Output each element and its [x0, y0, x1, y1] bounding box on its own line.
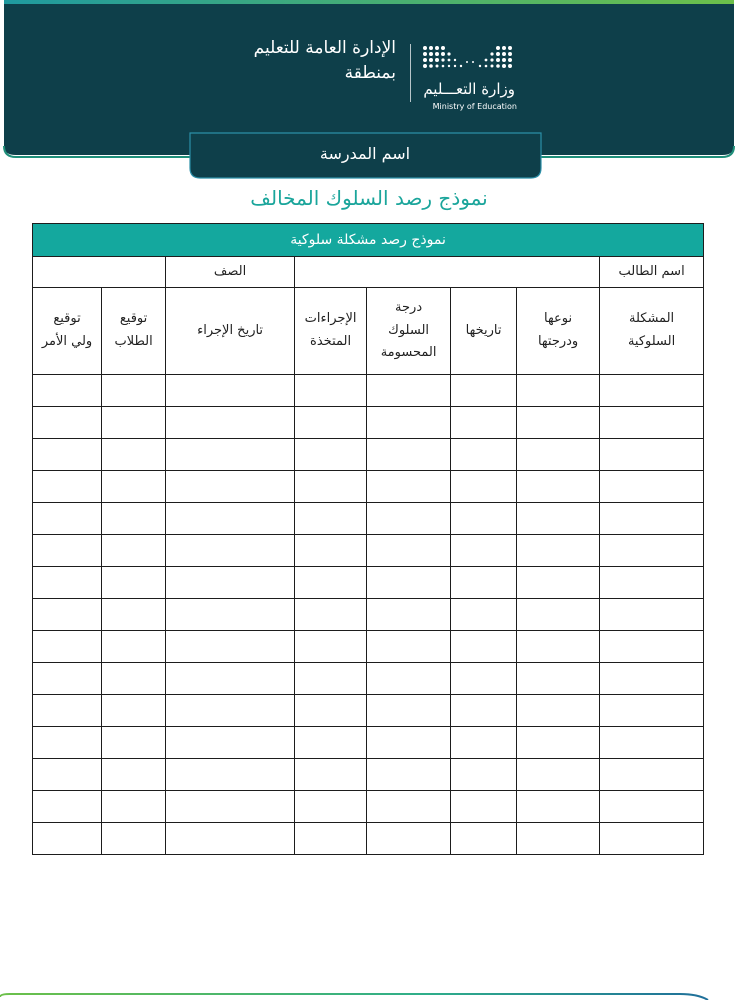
table-cell[interactable]	[166, 567, 295, 599]
table-cell[interactable]	[367, 439, 451, 471]
column-header-line: تاريخ الإجراء	[197, 322, 264, 338]
logo-divider	[410, 44, 411, 102]
admin-line-1: الإدارة العامة للتعليم	[253, 38, 396, 58]
table-cell[interactable]	[33, 567, 102, 599]
table-cell[interactable]	[33, 439, 102, 471]
table-cell[interactable]	[33, 823, 102, 855]
table-cell[interactable]	[517, 599, 600, 631]
table-cell[interactable]	[33, 503, 102, 535]
table-cell[interactable]	[600, 663, 704, 695]
column-header-line: الطلاب	[114, 334, 153, 349]
table-cell[interactable]	[33, 791, 102, 823]
table-cell[interactable]	[451, 695, 517, 727]
table-cell[interactable]	[451, 727, 517, 759]
table-cell[interactable]	[295, 631, 367, 663]
column-header-line: السلوك	[388, 322, 430, 338]
admin-line-2: بمنطقة	[344, 63, 396, 83]
table-row	[33, 535, 704, 567]
table-cell[interactable]	[102, 407, 166, 439]
table-cell[interactable]	[295, 439, 367, 471]
table-cell[interactable]	[517, 791, 600, 823]
table-cell[interactable]	[166, 375, 295, 407]
table-cell[interactable]	[367, 567, 451, 599]
ministry-logo	[420, 40, 525, 115]
table-cell[interactable]	[517, 439, 600, 471]
table-cell[interactable]	[367, 471, 451, 503]
table-row	[33, 791, 704, 823]
table-row	[33, 663, 704, 695]
table-cell[interactable]	[600, 695, 704, 727]
table-cell[interactable]	[102, 375, 166, 407]
table-cell[interactable]	[33, 599, 102, 631]
column-header-row	[33, 288, 704, 375]
column-header-line: توقيع	[53, 311, 81, 327]
table-row	[33, 695, 704, 727]
table-cell[interactable]	[102, 471, 166, 503]
table-cell[interactable]	[166, 599, 295, 631]
table-cell[interactable]	[600, 599, 704, 631]
table-cell[interactable]	[517, 631, 600, 663]
table-cell[interactable]	[295, 695, 367, 727]
table-row	[33, 503, 704, 535]
column-header-line: ودرجتها	[537, 334, 579, 349]
column-header-line: درجة	[395, 299, 423, 315]
table-cell[interactable]	[33, 471, 102, 503]
table-row	[33, 567, 704, 599]
table-cell[interactable]	[102, 759, 166, 791]
table-cell[interactable]	[295, 599, 367, 631]
table-cell[interactable]	[367, 375, 451, 407]
table-cell[interactable]	[102, 791, 166, 823]
table-cell[interactable]	[517, 567, 600, 599]
table-cell[interactable]	[295, 503, 367, 535]
table-cell[interactable]	[451, 823, 517, 855]
admin-title	[254, 36, 396, 86]
table-row	[33, 471, 704, 503]
column-header-line: توقيع	[119, 311, 148, 327]
table-cell[interactable]	[102, 727, 166, 759]
footer-line	[0, 985, 738, 1000]
table-cell[interactable]	[451, 503, 517, 535]
table-cell[interactable]	[33, 727, 102, 759]
column-header	[166, 288, 295, 375]
table-cell[interactable]	[600, 535, 704, 567]
table-cell[interactable]	[295, 567, 367, 599]
table-cell[interactable]	[517, 823, 600, 855]
table-row	[33, 823, 704, 855]
table-cell[interactable]	[451, 407, 517, 439]
column-header-line: المتخذة	[310, 334, 352, 349]
table-cell[interactable]	[367, 407, 451, 439]
table-cell[interactable]	[295, 375, 367, 407]
table-cell[interactable]	[600, 471, 704, 503]
column-header	[295, 288, 367, 375]
column-header	[600, 288, 704, 375]
table-cell[interactable]	[166, 791, 295, 823]
table-cell[interactable]	[451, 375, 517, 407]
table-row	[33, 599, 704, 631]
table-cell[interactable]	[295, 471, 367, 503]
form-title: نموذج رصد السلوك المخالف	[250, 186, 488, 210]
table-row	[33, 375, 704, 407]
table-cell[interactable]	[166, 823, 295, 855]
table-cell[interactable]	[33, 535, 102, 567]
table-cell[interactable]	[166, 631, 295, 663]
table-cell[interactable]	[102, 663, 166, 695]
table-cell[interactable]	[517, 695, 600, 727]
ministry-name-ar: وزارة التعـــليم	[423, 80, 515, 98]
class-value[interactable]	[33, 257, 166, 288]
table-cell[interactable]	[367, 535, 451, 567]
table-cell[interactable]	[451, 535, 517, 567]
table-cell[interactable]	[451, 599, 517, 631]
ministry-name-en: Ministry of Education	[432, 102, 517, 111]
table-cell[interactable]	[451, 471, 517, 503]
table-cell[interactable]	[367, 759, 451, 791]
table-cell[interactable]	[517, 663, 600, 695]
table-cell[interactable]	[367, 599, 451, 631]
table-cell[interactable]	[102, 631, 166, 663]
column-header	[451, 288, 517, 375]
column-header-line: تاريخها	[465, 322, 502, 338]
column-header	[33, 288, 102, 375]
table-row	[33, 407, 704, 439]
table-cell[interactable]	[33, 759, 102, 791]
table-cell[interactable]	[367, 823, 451, 855]
table-cell[interactable]	[166, 439, 295, 471]
table-cell[interactable]	[600, 503, 704, 535]
table-cell[interactable]	[600, 727, 704, 759]
table-cell[interactable]	[600, 631, 704, 663]
table-cell[interactable]	[166, 695, 295, 727]
table-cell[interactable]	[166, 471, 295, 503]
table-cell[interactable]	[166, 663, 295, 695]
table-cell[interactable]	[367, 631, 451, 663]
column-header-line: الإجراءات	[304, 311, 357, 327]
logo-dots-icon	[420, 40, 520, 78]
table-cell[interactable]	[451, 791, 517, 823]
table-cell[interactable]	[451, 663, 517, 695]
table-cell[interactable]	[451, 759, 517, 791]
student-name-label: اسم الطالب	[600, 257, 704, 288]
column-header-line: ولي الأمر	[41, 334, 93, 349]
table-cell[interactable]	[33, 663, 102, 695]
table-cell[interactable]	[295, 663, 367, 695]
table-cell[interactable]	[295, 727, 367, 759]
table-cell[interactable]	[102, 439, 166, 471]
table-cell[interactable]	[517, 759, 600, 791]
table-cell[interactable]	[451, 631, 517, 663]
table-cell[interactable]	[33, 375, 102, 407]
table-cell[interactable]	[295, 791, 367, 823]
table-cell[interactable]	[33, 695, 102, 727]
class-label: الصف	[166, 257, 295, 288]
table-cell[interactable]	[166, 727, 295, 759]
table-cell[interactable]	[166, 407, 295, 439]
table-row	[33, 439, 704, 471]
column-header-line: المحسومة	[380, 345, 437, 361]
table-row	[33, 727, 704, 759]
table-cell[interactable]	[102, 695, 166, 727]
table-cell[interactable]	[600, 407, 704, 439]
table-cell[interactable]	[600, 759, 704, 791]
table-cell[interactable]	[102, 567, 166, 599]
table-cell[interactable]	[33, 407, 102, 439]
table-cell[interactable]	[600, 823, 704, 855]
table-cell[interactable]	[295, 759, 367, 791]
table-cell[interactable]	[600, 439, 704, 471]
table-cell[interactable]	[600, 791, 704, 823]
student-name-value[interactable]	[295, 257, 600, 288]
table-cell[interactable]	[600, 567, 704, 599]
table-cell[interactable]	[367, 791, 451, 823]
column-header	[517, 288, 600, 375]
table-cell[interactable]	[166, 503, 295, 535]
table-cell[interactable]	[102, 535, 166, 567]
table-cell[interactable]	[367, 663, 451, 695]
column-header	[102, 288, 166, 375]
table-cell[interactable]	[517, 407, 600, 439]
table-cell[interactable]	[600, 375, 704, 407]
table-cell[interactable]	[367, 727, 451, 759]
table-cell[interactable]	[367, 503, 451, 535]
school-name-label: اسم المدرسة	[319, 144, 411, 163]
table-row	[33, 759, 704, 791]
table-cell[interactable]	[102, 503, 166, 535]
table-row	[33, 631, 704, 663]
column-header	[367, 288, 451, 375]
table-cell[interactable]	[295, 535, 367, 567]
table-cell[interactable]	[295, 823, 367, 855]
table-cell[interactable]	[517, 727, 600, 759]
table-cell[interactable]	[166, 759, 295, 791]
table-title: نموذج رصد مشكلة سلوكية	[33, 224, 704, 257]
table-cell[interactable]	[367, 695, 451, 727]
table-cell[interactable]	[451, 567, 517, 599]
table-cell[interactable]	[295, 407, 367, 439]
table-cell[interactable]	[102, 823, 166, 855]
table-cell[interactable]	[517, 503, 600, 535]
table-cell[interactable]	[451, 439, 517, 471]
column-header-line: نوعها	[544, 311, 573, 327]
table-cell[interactable]	[33, 631, 102, 663]
table-cell[interactable]	[166, 535, 295, 567]
column-header-line: السلوكية	[627, 334, 676, 349]
page-header	[0, 0, 738, 163]
table-cell[interactable]	[102, 599, 166, 631]
table-cell[interactable]	[517, 471, 600, 503]
table-cell[interactable]	[517, 535, 600, 567]
column-header-line: المشكلة	[629, 311, 675, 327]
table-cell[interactable]	[517, 375, 600, 407]
behavior-form-table	[32, 223, 704, 855]
